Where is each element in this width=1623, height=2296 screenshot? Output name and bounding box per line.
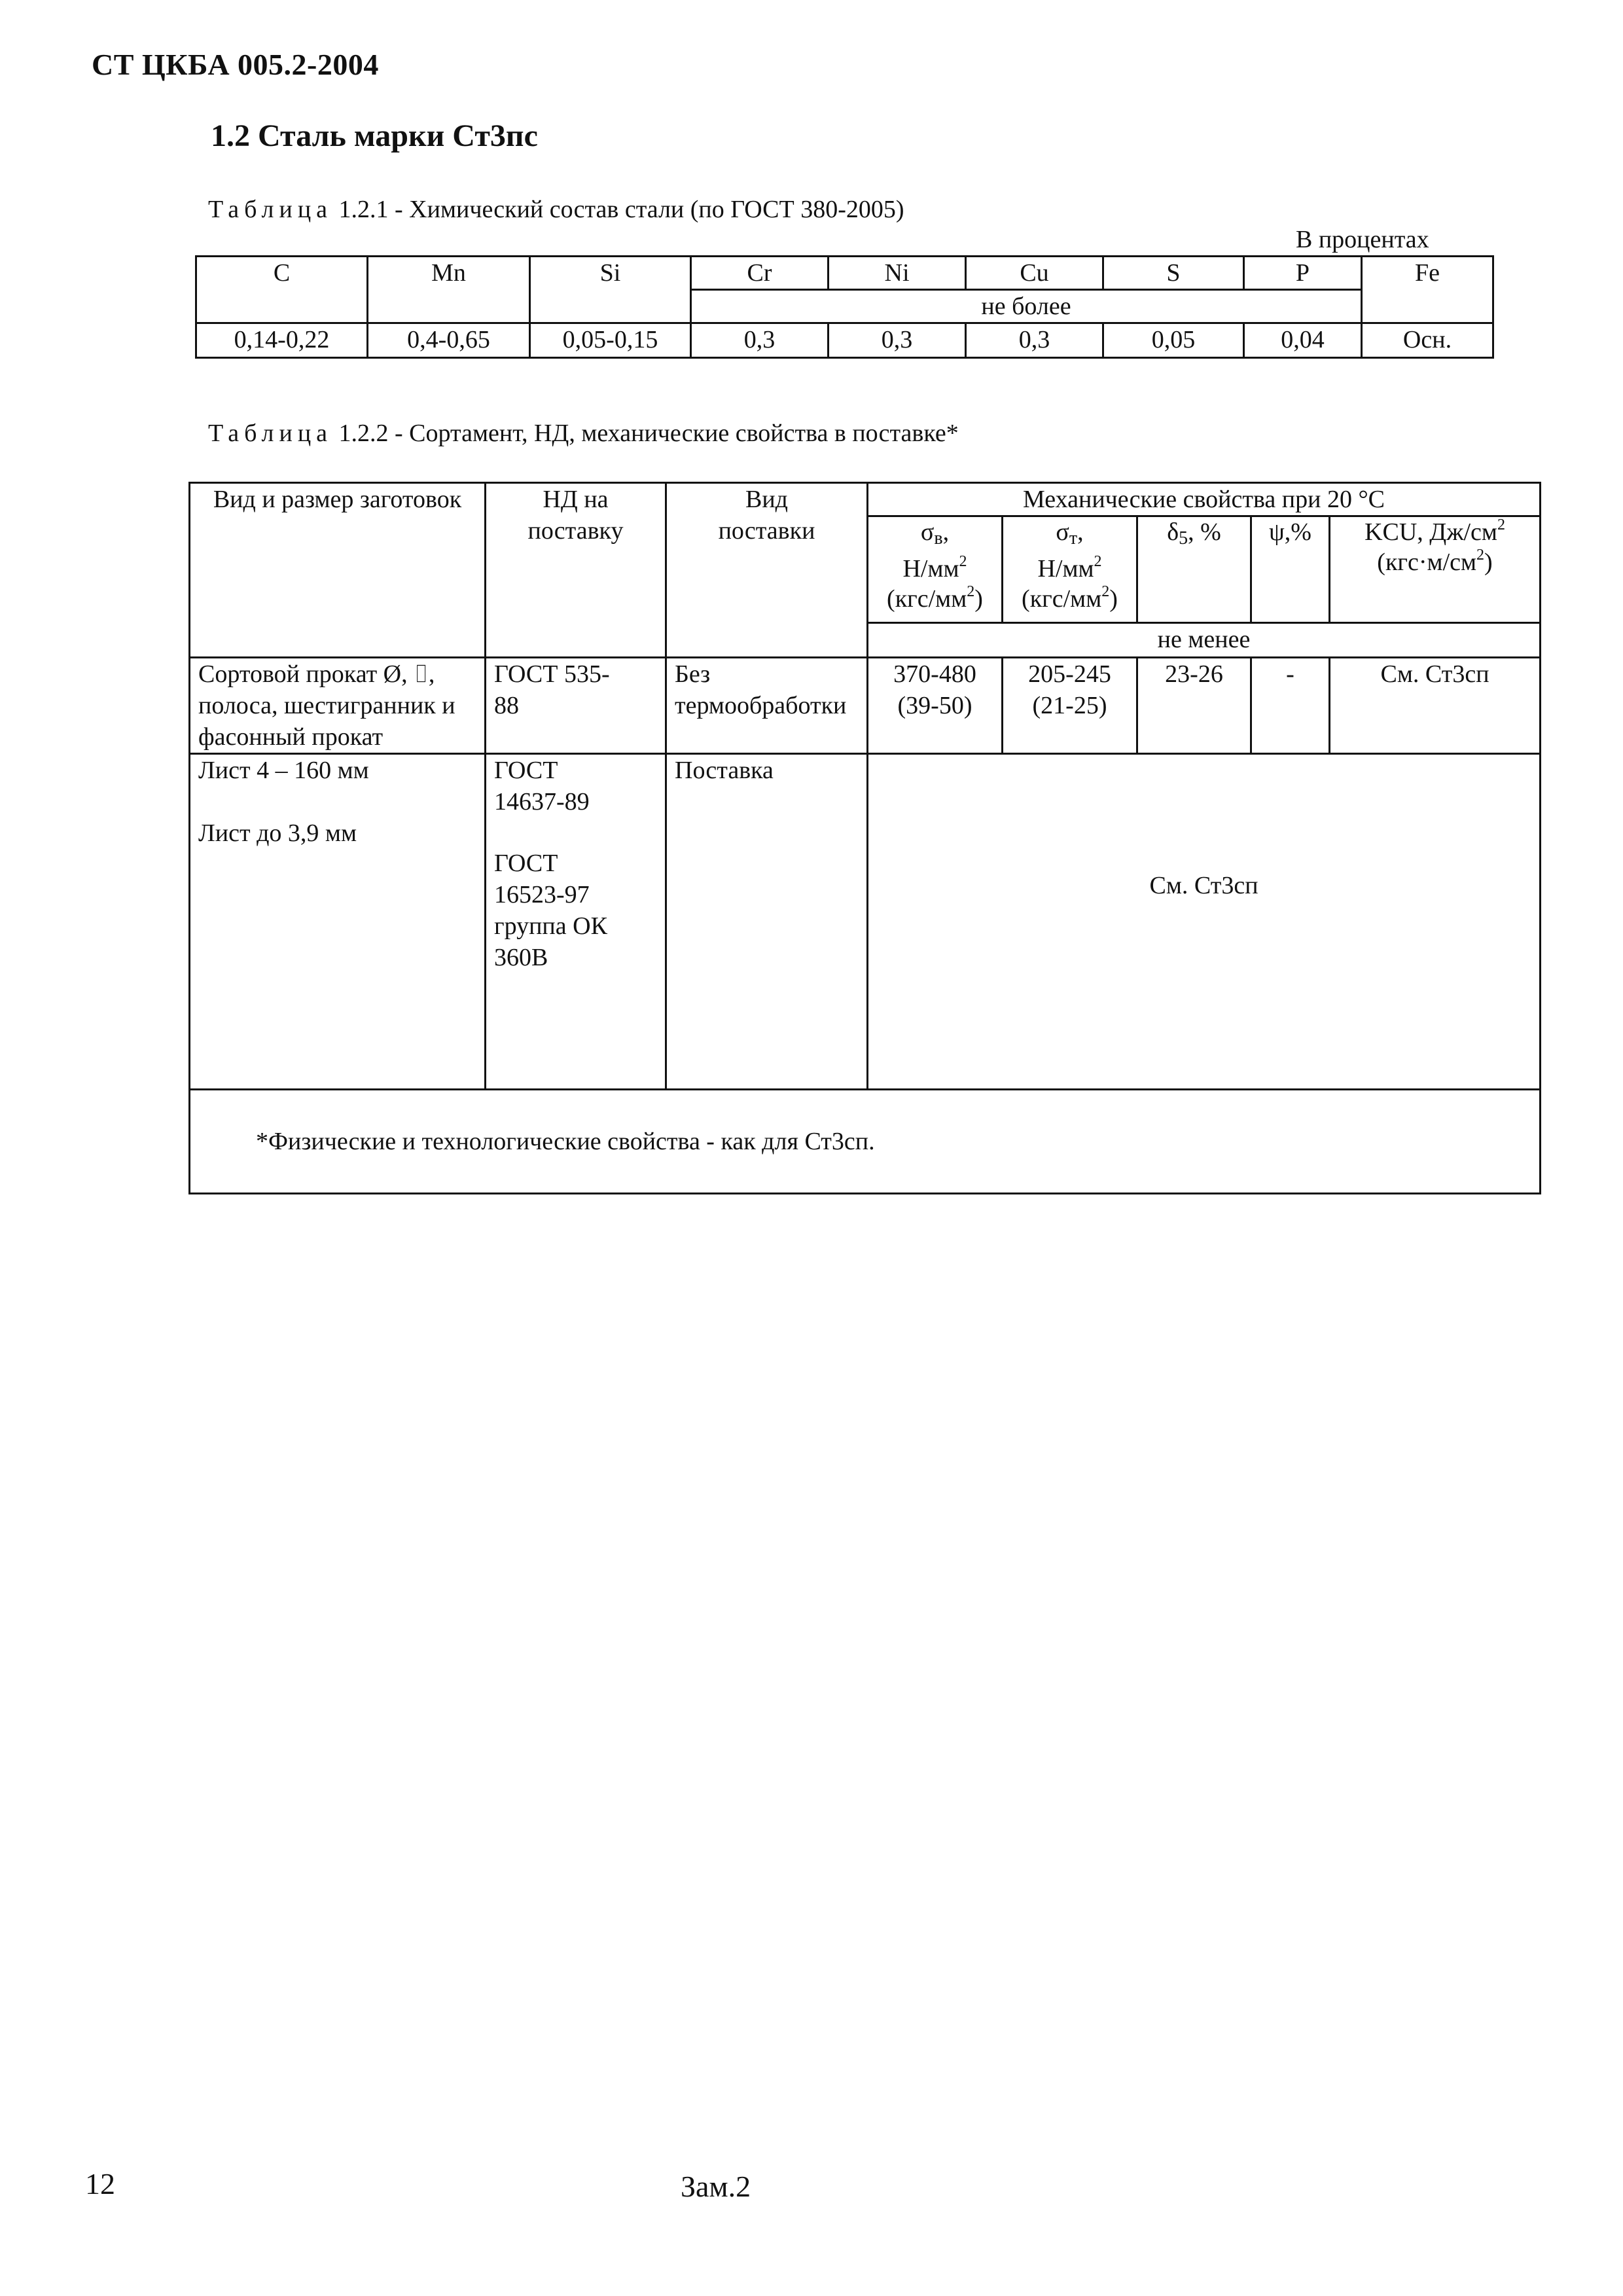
nd-gost-14637: ГОСТ 14637-89 <box>494 757 590 816</box>
sup-2: 2 <box>967 583 975 600</box>
sigma-t-unit-kgs: (кгс/мм <box>1022 585 1102 613</box>
sigma-t-unit-n: Н/мм <box>1037 555 1094 583</box>
table1-cell: 0,4-0,65 <box>368 323 530 358</box>
delta-symbol: δ <box>1167 518 1179 546</box>
sigma-v-symbol: σ <box>920 518 935 546</box>
table1-cell: 0,3 <box>829 323 966 358</box>
table2-footnote: *Физические и технологические свойства - как для Ст3сп. <box>190 1090 1541 1194</box>
sheet-4-160: Лист 4 – 160 мм <box>198 757 369 784</box>
table2-cell-kind: Сортовой прокат Ø, ⌷, полоса, шестигранник и фасонный прокат <box>190 658 486 754</box>
sigma-t-kgs-value: (21-25) <box>1032 692 1107 719</box>
sup-2: 2 <box>1101 583 1110 600</box>
sigma-t-value: 205-245 <box>1028 660 1111 688</box>
spacer <box>198 786 479 817</box>
table1-cell: Осн. <box>1362 323 1493 358</box>
table2-caption-prefix: Таблица <box>208 420 333 447</box>
table2-cell-nd: ГОСТ 535-88 <box>486 658 666 754</box>
table1-subheader-max: не более <box>691 290 1362 323</box>
table1-cell: 0,05 <box>1103 323 1244 358</box>
table1-cell: 0,05-0,15 <box>530 323 691 358</box>
table1-cell: 0,3 <box>691 323 829 358</box>
table2-cell-sigma-v <box>868 658 1003 754</box>
sigma-v-unit-n: Н/мм <box>902 555 959 583</box>
sigma-t-symbol: σ <box>1056 518 1069 546</box>
sup-2: 2 <box>1476 547 1485 564</box>
table2-caption-text: 1.2.2 - Сортамент, НД, механические свойства в поставке* <box>332 420 959 447</box>
table2-col-kind-size: Вид и размер заготовок <box>190 483 486 658</box>
table2-cell-see-st3sp: См. Ст3сп <box>868 754 1541 1090</box>
table1-header-row <box>196 257 1493 290</box>
table2-col-sigma-t: $\sigma_т$, $Н/мм^2$ $(кгс/мм^2)$ <box>1003 516 1137 623</box>
table1-col-fe: Fe <box>1362 257 1493 323</box>
revision-label: Зам.2 <box>681 2170 751 2203</box>
table1-col-p: P <box>1244 257 1362 290</box>
table1-cell: 0,04 <box>1244 323 1362 358</box>
spacer <box>494 817 626 848</box>
sigma-v-kgs-value: (39-50) <box>897 692 972 719</box>
table1-col-mn: Mn <box>368 257 530 323</box>
chemical-composition-table <box>195 255 1494 359</box>
table2-cell-nd <box>486 754 666 1090</box>
table2-footnote-row <box>190 1090 1541 1194</box>
assortment-table <box>188 482 1541 1194</box>
sup-2: 2 <box>959 553 967 570</box>
table2-cell-delta: 23-26 <box>1137 658 1251 754</box>
sheet-upto-3-9: Лист до 3,9 мм <box>198 819 357 847</box>
sigma-v-subscript: в <box>934 528 943 548</box>
table2-header-row <box>190 483 1541 516</box>
table2-cell-kind <box>190 754 486 1090</box>
table1-col-si: Si <box>530 257 691 323</box>
paren-close: ) <box>974 585 983 613</box>
table2-col-delta <box>1137 516 1251 623</box>
sigma-t-subscript: т <box>1069 528 1078 548</box>
table1-cell: 0,14-0,22 <box>196 323 368 358</box>
nd-gost-16523: ГОСТ 16523-97 группа ОК 360В <box>494 850 607 971</box>
table2-col-kcu <box>1330 516 1541 623</box>
table2-col-psi: ψ,% <box>1251 516 1330 623</box>
paren-close: ) <box>1484 548 1493 576</box>
table2-cell-psi: - <box>1251 658 1330 754</box>
sup-2: 2 <box>1094 553 1102 570</box>
table1-caption <box>208 195 904 224</box>
sup-2: 2 <box>1497 516 1505 533</box>
page-number: 12 <box>85 2167 115 2200</box>
sigma-v-unit-kgs: (кгс/мм <box>887 585 967 613</box>
table2-cell-supply: Поставка <box>666 754 868 1090</box>
table-row <box>196 323 1493 358</box>
delta-unit: , % <box>1188 518 1221 546</box>
table1-col-ni: Ni <box>829 257 966 290</box>
table1-col-s: S <box>1103 257 1244 290</box>
table2-col-mech-props: Механические свойства при 20 °С <box>868 483 1541 516</box>
table1-col-cr: Cr <box>691 257 829 290</box>
section-title: 1.2 Сталь марки Ст3пс <box>211 118 538 153</box>
table2-cell-supply: Без термообработки <box>666 658 868 754</box>
table2-col-supply-kind: Вид поставки <box>666 483 868 658</box>
table2-cell-kcu: См. Ст3сп <box>1330 658 1541 754</box>
table-row <box>190 754 1541 1090</box>
kcu-line1: KCU, Дж/см <box>1364 518 1497 546</box>
document-code: СТ ЦКБА 005.2-2004 <box>92 48 379 81</box>
table1-col-c: C <box>196 257 368 323</box>
table-row <box>190 658 1541 754</box>
table1-caption-text: 1.2.1 - Химический состав стали (по ГОСТ 380-2005) <box>332 196 904 223</box>
kcu-line2: (кгс·м/см <box>1377 548 1477 576</box>
table1-cell: 0,3 <box>966 323 1103 358</box>
table1-col-cu: Cu <box>966 257 1103 290</box>
table2-caption <box>208 419 959 448</box>
sigma-v-value: 370-480 <box>893 660 976 688</box>
table2-col-nd: НД на поставку <box>486 483 666 658</box>
table2-min-note: не менее <box>868 623 1541 658</box>
table1-units-note: В процентах <box>1296 226 1429 253</box>
table2-cell-sigma-t <box>1003 658 1137 754</box>
table2-col-sigma-v: $\sigma_в$, $Н/мм^2$ $(кгс/мм^2)$ <box>868 516 1003 623</box>
table1-caption-prefix: Таблица <box>208 196 333 223</box>
delta-subscript: 5 <box>1179 528 1188 548</box>
paren-close: ) <box>1109 585 1118 613</box>
